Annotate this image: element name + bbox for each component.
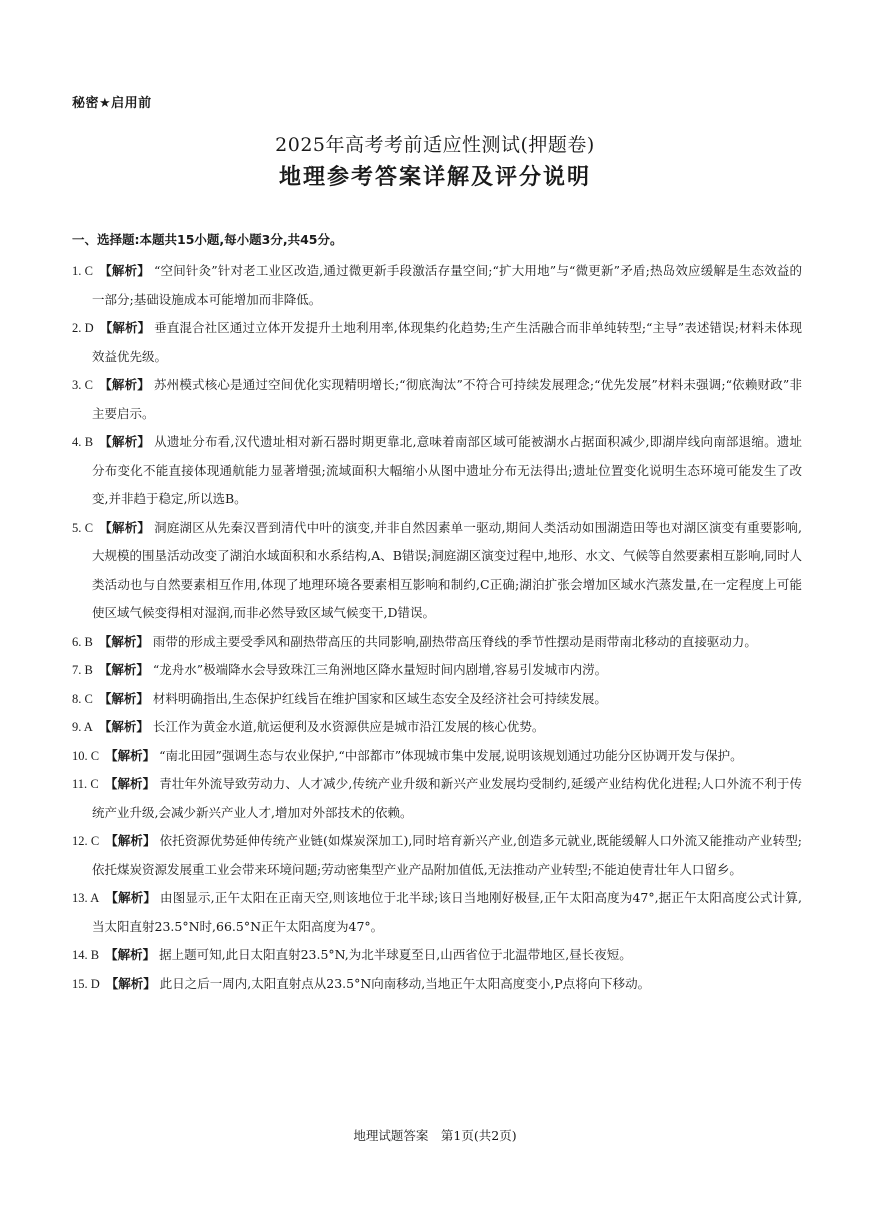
analysis-tag: 【解析】 — [99, 434, 151, 449]
analysis-text: 此日之后一周内,太阳直射点从23.5°N向南移动,当地正午太阳高度变小,P点将向下移动。 — [159, 975, 651, 991]
analysis-tag: 【解析】 — [105, 947, 156, 962]
analysis-text: “空间针灸”针对老工业区改造,通过微更新手段激活存量空间;“扩大用地”与“微更新”矛盾;热岛效应缓解是生态效益的一部分;基础设施成本可能增加而非降低。 — [92, 263, 802, 307]
analysis-text: 据上题可知,此日太阳直射23.5°N,为北半球夏至日,山西省位于北温带地区,昼长夜短。 — [159, 947, 632, 962]
answer-item — [72, 656, 802, 685]
answer-item — [72, 742, 802, 771]
analysis-tag: 【解析】 — [105, 890, 157, 905]
answer-number: 8. C — [72, 691, 93, 706]
answer-number: 15. D — [72, 976, 100, 991]
page-footer: 地理试题答案 第1页(共2页) — [353, 1128, 517, 1143]
section-heading: 一、选择题:本题共15小题,每小题3分,共45分。 — [72, 232, 343, 247]
answer-item — [72, 827, 802, 884]
analysis-tag: 【解析】 — [98, 662, 149, 677]
analysis-text: 材料明确指出,生态保护红线旨在维护国家和区域生态安全及经济社会可持续发展。 — [152, 690, 607, 706]
answer-number: 6. B — [72, 634, 93, 649]
analysis-text: 青壮年外流导致劳动力、人才减少,传统产业升级和新兴产业发展均受制约,延缓产业结构优化进程;人口外流不利于传统产业升级,会减少新兴产业人才,增加对外部技术的依赖。 — [92, 776, 802, 820]
answer-number: 1. C — [72, 264, 94, 278]
answer-item — [72, 770, 802, 827]
answer-item — [72, 884, 802, 941]
analysis-tag: 【解析】 — [99, 377, 150, 392]
answer-item — [72, 685, 802, 714]
answer-number: 9. A — [72, 720, 93, 734]
answer-list — [72, 257, 802, 998]
analysis-text: 雨带的形成主要受季风和副热带高压的共同影响,副热带高压脊线的季节性摆动是雨带南北移动的直接驱动力。 — [152, 633, 757, 649]
analysis-text: “南北田园”强调生态与农业保护,“中部都市”体现城市集中发展,说明该规划通过功能分区协调开发与保护。 — [159, 747, 743, 763]
analysis-tag: 【解析】 — [105, 975, 156, 991]
answer-item — [72, 314, 802, 371]
analysis-tag: 【解析】 — [98, 719, 149, 734]
answer-item — [72, 514, 802, 628]
analysis-tag: 【解析】 — [99, 519, 151, 535]
answer-item — [72, 941, 802, 970]
document-subtitle: 地理参考答案详解及评分说明 — [278, 165, 591, 190]
analysis-tag: 【解析】 — [99, 263, 150, 278]
answer-number: 10. C — [72, 748, 100, 763]
analysis-tag: 【解析】 — [104, 776, 156, 791]
analysis-text: 长江作为黄金水道,航运便利及水资源供应是城市沿江发展的核心优势。 — [152, 719, 545, 734]
answer-number: 4. B — [72, 435, 94, 449]
analysis-tag: 【解析】 — [99, 320, 151, 335]
answer-number: 3. C — [72, 378, 94, 392]
answer-item — [72, 428, 802, 514]
confidential-mark: 秘密★启用前 — [72, 96, 152, 111]
answer-number: 7. B — [72, 663, 93, 677]
answer-number: 5. C — [72, 520, 94, 535]
answer-item — [72, 970, 802, 999]
answer-item — [72, 713, 802, 742]
analysis-text: “龙舟水”极端降水会导致珠江三角洲地区降水量短时间内剧增,容易引发城市内涝。 — [152, 662, 608, 677]
analysis-text: 从遗址分布看,汉代遗址相对新石器时期更靠北,意味着南部区域可能被湖水占据面积减少,即湖岸线向南部退缩。遗址分布变化不能直接体现通航能力显著增强;流域面积大幅缩小从图中遗址分布无法得出;遗址位置变化说明生态环境可能发生了改变,并非趋于稳定,所以选B。 — [92, 434, 802, 506]
answer-number: 12. C — [72, 834, 100, 848]
analysis-text: 苏州模式核心是通过空间优化实现精明增长;“彻底淘汰”不符合可持续发展理念;“优先发展”材料未强调;“依赖财政”非主要启示。 — [92, 377, 802, 421]
analysis-text: 由图显示,正午太阳在正南天空,则该地位于北半球;该日当地刚好极昼,正午太阳高度为47°,据正午太阳高度公式计算,当太阳直射23.5°N时,66.5°N正午太阳高度为47°。 — [92, 890, 802, 934]
analysis-text: 垂直混合社区通过立体开发提升土地利用率,体现集约化趋势;生产生活融合而非单纯转型;“主导”表述错误;材料未体现效益优先级。 — [92, 320, 802, 364]
answer-number: 2. D — [72, 321, 94, 335]
answer-item — [72, 628, 802, 657]
analysis-text: 依托资源优势延伸传统产业链(如煤炭深加工),同时培育新兴产业,创造多元就业,既能缓解人口外流又能推动产业转型;依托煤炭资源发展重工业会带来环境问题;劳动密集型产业产品附加值低,无法推动产业转型;不能迫使青壮年人口留乡。 — [92, 833, 802, 877]
analysis-tag: 【解析】 — [105, 833, 156, 848]
analysis-tag: 【解析】 — [98, 633, 149, 649]
analysis-tag: 【解析】 — [98, 690, 149, 706]
analysis-tag: 【解析】 — [105, 747, 156, 763]
analysis-text: 洞庭湖区从先秦汉晋到清代中叶的演变,并非自然因素单一驱动,期间人类活动如围湖造田等也对湖区演变有重要影响,大规模的围垦活动改变了湖泊水域面积和水系结构,A、B错误;洞庭湖区演变过程中,地形、水文、气候等自然要素相互影响,同时人类活动也与自然要素相互作用,体现了地理环境各要素相互影响和制约,C正确;湖泊扩张会增加区域水汽蒸发量,在一定程度上可能使区域气候变得相对湿润,而非必然导致区域气候变干,D错误。 — [92, 519, 802, 620]
answer-number: 13. A — [72, 891, 100, 905]
answer-number: 11. C — [72, 777, 99, 791]
answer-item — [72, 257, 802, 314]
exam-title: 2025年高考考前适应性测试(押题卷) — [275, 134, 595, 156]
answer-number: 14. B — [72, 948, 100, 962]
answer-item — [72, 371, 802, 428]
